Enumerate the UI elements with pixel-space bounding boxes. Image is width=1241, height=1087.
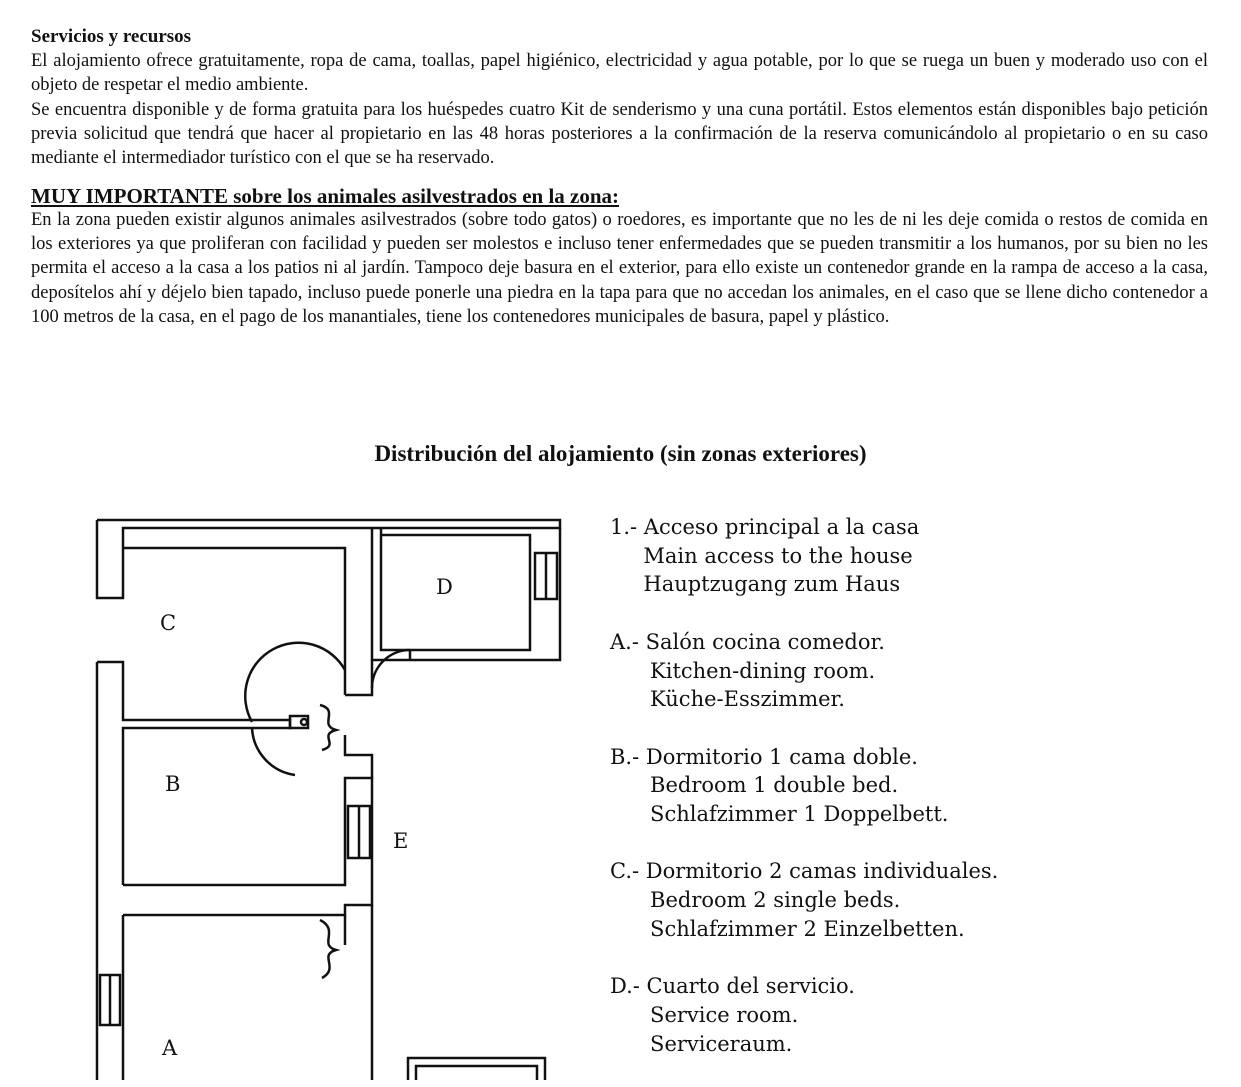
legend-line: Hauptzugang zum Haus — [610, 572, 901, 597]
legend-line: Service room. — [610, 1002, 799, 1027]
legend-item-c — [610, 857, 998, 943]
legend-line: C.- Dormitorio 2 camas individuales. — [610, 859, 999, 884]
plan-wall-d-left — [345, 660, 372, 695]
services-paragraph-1: El alojamiento ofrece gratuitamente, ropa de cama, toallas, papel higiénico, electricidad y agua potable, por lo que se ruega un buen y moderado uso con el objeto de respetar el medio ambiente. — [31, 51, 1208, 96]
legend-line: Schlafzimmer 1 Doppelbett. — [610, 802, 949, 826]
legend-line: Main access to the house — [610, 543, 913, 568]
plan-label-c: C — [160, 611, 177, 635]
plan-wall-d — [372, 528, 560, 660]
plan-door-d — [372, 650, 410, 688]
legend-line: Kitchen-dining room. — [610, 658, 876, 683]
plan-wall-c — [123, 548, 345, 695]
floor-plan — [0, 500, 600, 1080]
legend-item-d — [610, 972, 998, 1058]
plan-fixture — [290, 716, 308, 728]
legend-line: B.- Dormitorio 1 cama doble. — [610, 744, 918, 769]
legend-line: Schlafzimmer 2 Einzelbetten. — [610, 916, 965, 941]
legend-line: Küche-Esszimmer. — [610, 687, 845, 712]
legend-item-a — [610, 628, 998, 714]
legend-line: Bedroom 2 single beds. — [610, 888, 901, 913]
plan-label-b: B — [165, 772, 181, 796]
plan-wall-d-inner — [381, 528, 530, 650]
legend-line: D.- Cuarto del servicio. — [610, 974, 855, 999]
plan-wall-left-mid — [97, 662, 290, 885]
distribution-title: Distribución del alojamiento (sin zonas exteriores) — [374, 441, 867, 466]
legend-line: Serviceraum. — [610, 1031, 793, 1056]
plan-label-e: E — [393, 829, 409, 853]
plan-wall-bottom-inner — [416, 1066, 537, 1080]
animals-section — [31, 184, 1208, 329]
legend-line: 1.- Acceso principal a la casa — [610, 515, 920, 539]
plan-label-d: D — [436, 575, 453, 599]
legend-item-1 — [610, 513, 998, 599]
services-title: Servicios y recursos — [31, 26, 192, 47]
legend-line: Bedroom 1 double bed. — [610, 773, 899, 798]
legend-line: A.- Salón cocina comedor. — [610, 629, 885, 654]
services-section — [31, 25, 1208, 170]
legend-item-b — [610, 743, 998, 829]
plan-legend — [610, 513, 998, 1087]
plan-door-b — [252, 728, 295, 775]
plan-door-folding-1 — [320, 705, 336, 750]
plan-wall-left-top — [97, 520, 123, 598]
plan-wall-bottom — [408, 1058, 545, 1080]
animals-title: MUY IMPORTANTE sobre los animales asilvestrados en la zona: — [31, 184, 620, 208]
plan-label-a: A — [162, 1036, 178, 1060]
services-paragraph-2: Se encuentra disponible y de forma gratuita para los huéspedes cuatro Kit de senderismo y una cuna portátil. Estos elementos están disponibles bajo petición previa solicitud que tendrá que hacer al propietario en las 48 horas posteriores a la confirmación de la reserva comunicándolo al propietario o en su caso mediante el intermediador turístico con el que se ha reservado. — [31, 99, 1208, 169]
plan-wall-b-a — [123, 778, 372, 915]
plan-door-folding-2 — [320, 920, 336, 978]
animals-paragraph: En la zona pueden existir algunos animales asilvestrados (sobre todo gatos) o roedores, es importante que no les de ni les deje comida o restos de comida en los exteriores ya que proliferan con facilidad y pueden ser molestos e incluso tener enfermedades que se pueden transmitir a los humanos, por su bien no les permita el acceso a la casa a los patios ni al jardín. Tampoco deje basura en el exterior, para ello existe un contenedor grande en la rampa de acceso a la casa, deposítelos ahí y déjelo bien tapado, incluso puede ponerle una piedra en la tapa para que no accedan los animales, en el caso que se llene dicho contenedor a 100 metros de la casa, en el pago de los manantiales, tiene los contenedores municipales de basura, papel y plástico. — [31, 210, 1208, 327]
plan-door-c — [245, 643, 345, 722]
plan-wall-e — [345, 735, 372, 778]
